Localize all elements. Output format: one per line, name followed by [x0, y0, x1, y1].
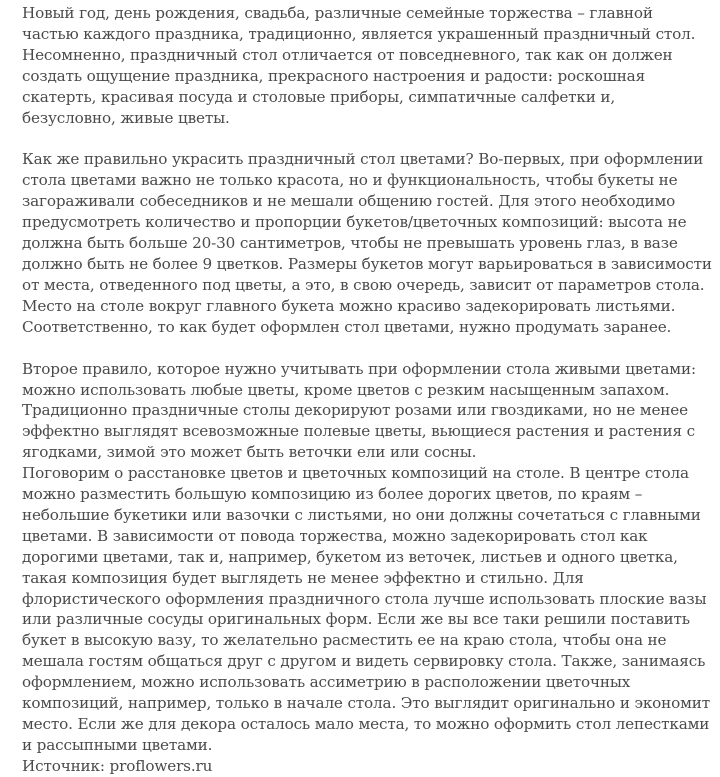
paragraph-second-rule: Второе правило, которое нужно учитывать при оформлении стола живыми цветами: можно использовать любые цветы, кроме цветов с резким насыщенным запахом. Традиционно праздничные столы декорируют розами или гвоздиками, но не менее эффектно выглядят всевозможные полевые цветы, вьющиеся растения и растения с ягодками, зимой это может быть веточки ели или сосны.	[22, 359, 696, 462]
paragraph-decoration-rules: Как же правильно украсить праздничный стол цветами? Во-первых, при оформлении стола цветами важно не только красота, но и функциональность, чтобы букеты не загораживали собеседников и не мешали общению гостей. Для этого необходимо предусмотреть количество и пропорции букетов/цветочных композиций: высота не должна быть больше 20-30 сантиметров, чтобы не превышать уровень глаз, в вазе должно быть не более 9 цветков. Размеры букетов могут варьироваться в зависимости от места, отведенного под цветы, а это, в свою очередь, зависит от параметров стола. Место на столе вокруг главного букета можно красиво задекорировать листьями.	[22, 150, 712, 315]
paragraph-intro: Новый год, день рождения, свадьба, различные семейные торжества – главной частью каждого праздника, традиционно, является украшенный праздничный стол. Несомненно, праздничный стол отличается от повседневного, так как он должен создать ощущение праздника, прекрасного настроения и радости: роскошная скатерть, красивая посуда и столовые приборы, симпатичные салфетки и, безусловно, живые цветы.	[22, 4, 696, 127]
paragraph-planning: Соответственно, то как будет оформлен стол цветами, нужно продумать заранее.	[22, 317, 672, 336]
source-site: proflowers.ru	[109, 756, 213, 775]
source-line	[22, 756, 712, 777]
source-label: Источник:	[22, 756, 105, 775]
paragraph-arrangement: Поговорим о расстановке цветов и цветочных композиций на столе. В центре стола можно разместить большую композицию из более дорогих цветов, по краям – небольшие букетики или вазочки с листьями, но они должны сочетаться с главными цветами. В зависимости от повода торжества, можно задекорировать стол как дорогими цветами, так и, например, букетом из веточек, листьев и одного цветка, такая композиция будет выглядеть не менее эффектно и стильно. Для флористического оформления праздничного стола лучше использовать плоские вазы или различные сосуды оригинальных форм. Если же вы все таки решили поставить букет в высокую вазу, то желательно расместить ее на краю стола, чтобы она не мешала гостям общаться друг с другом и видеть сервировку стола. Также, занимаясь оформлением, можно использовать ассиметрию в расположении цветочных композиций, например, только в начале стола. Это выглядит оригинально и экономит место. Если же для декора осталось мало места, то можно оформить стол лепестками и рассыпными цветами.	[22, 464, 711, 754]
